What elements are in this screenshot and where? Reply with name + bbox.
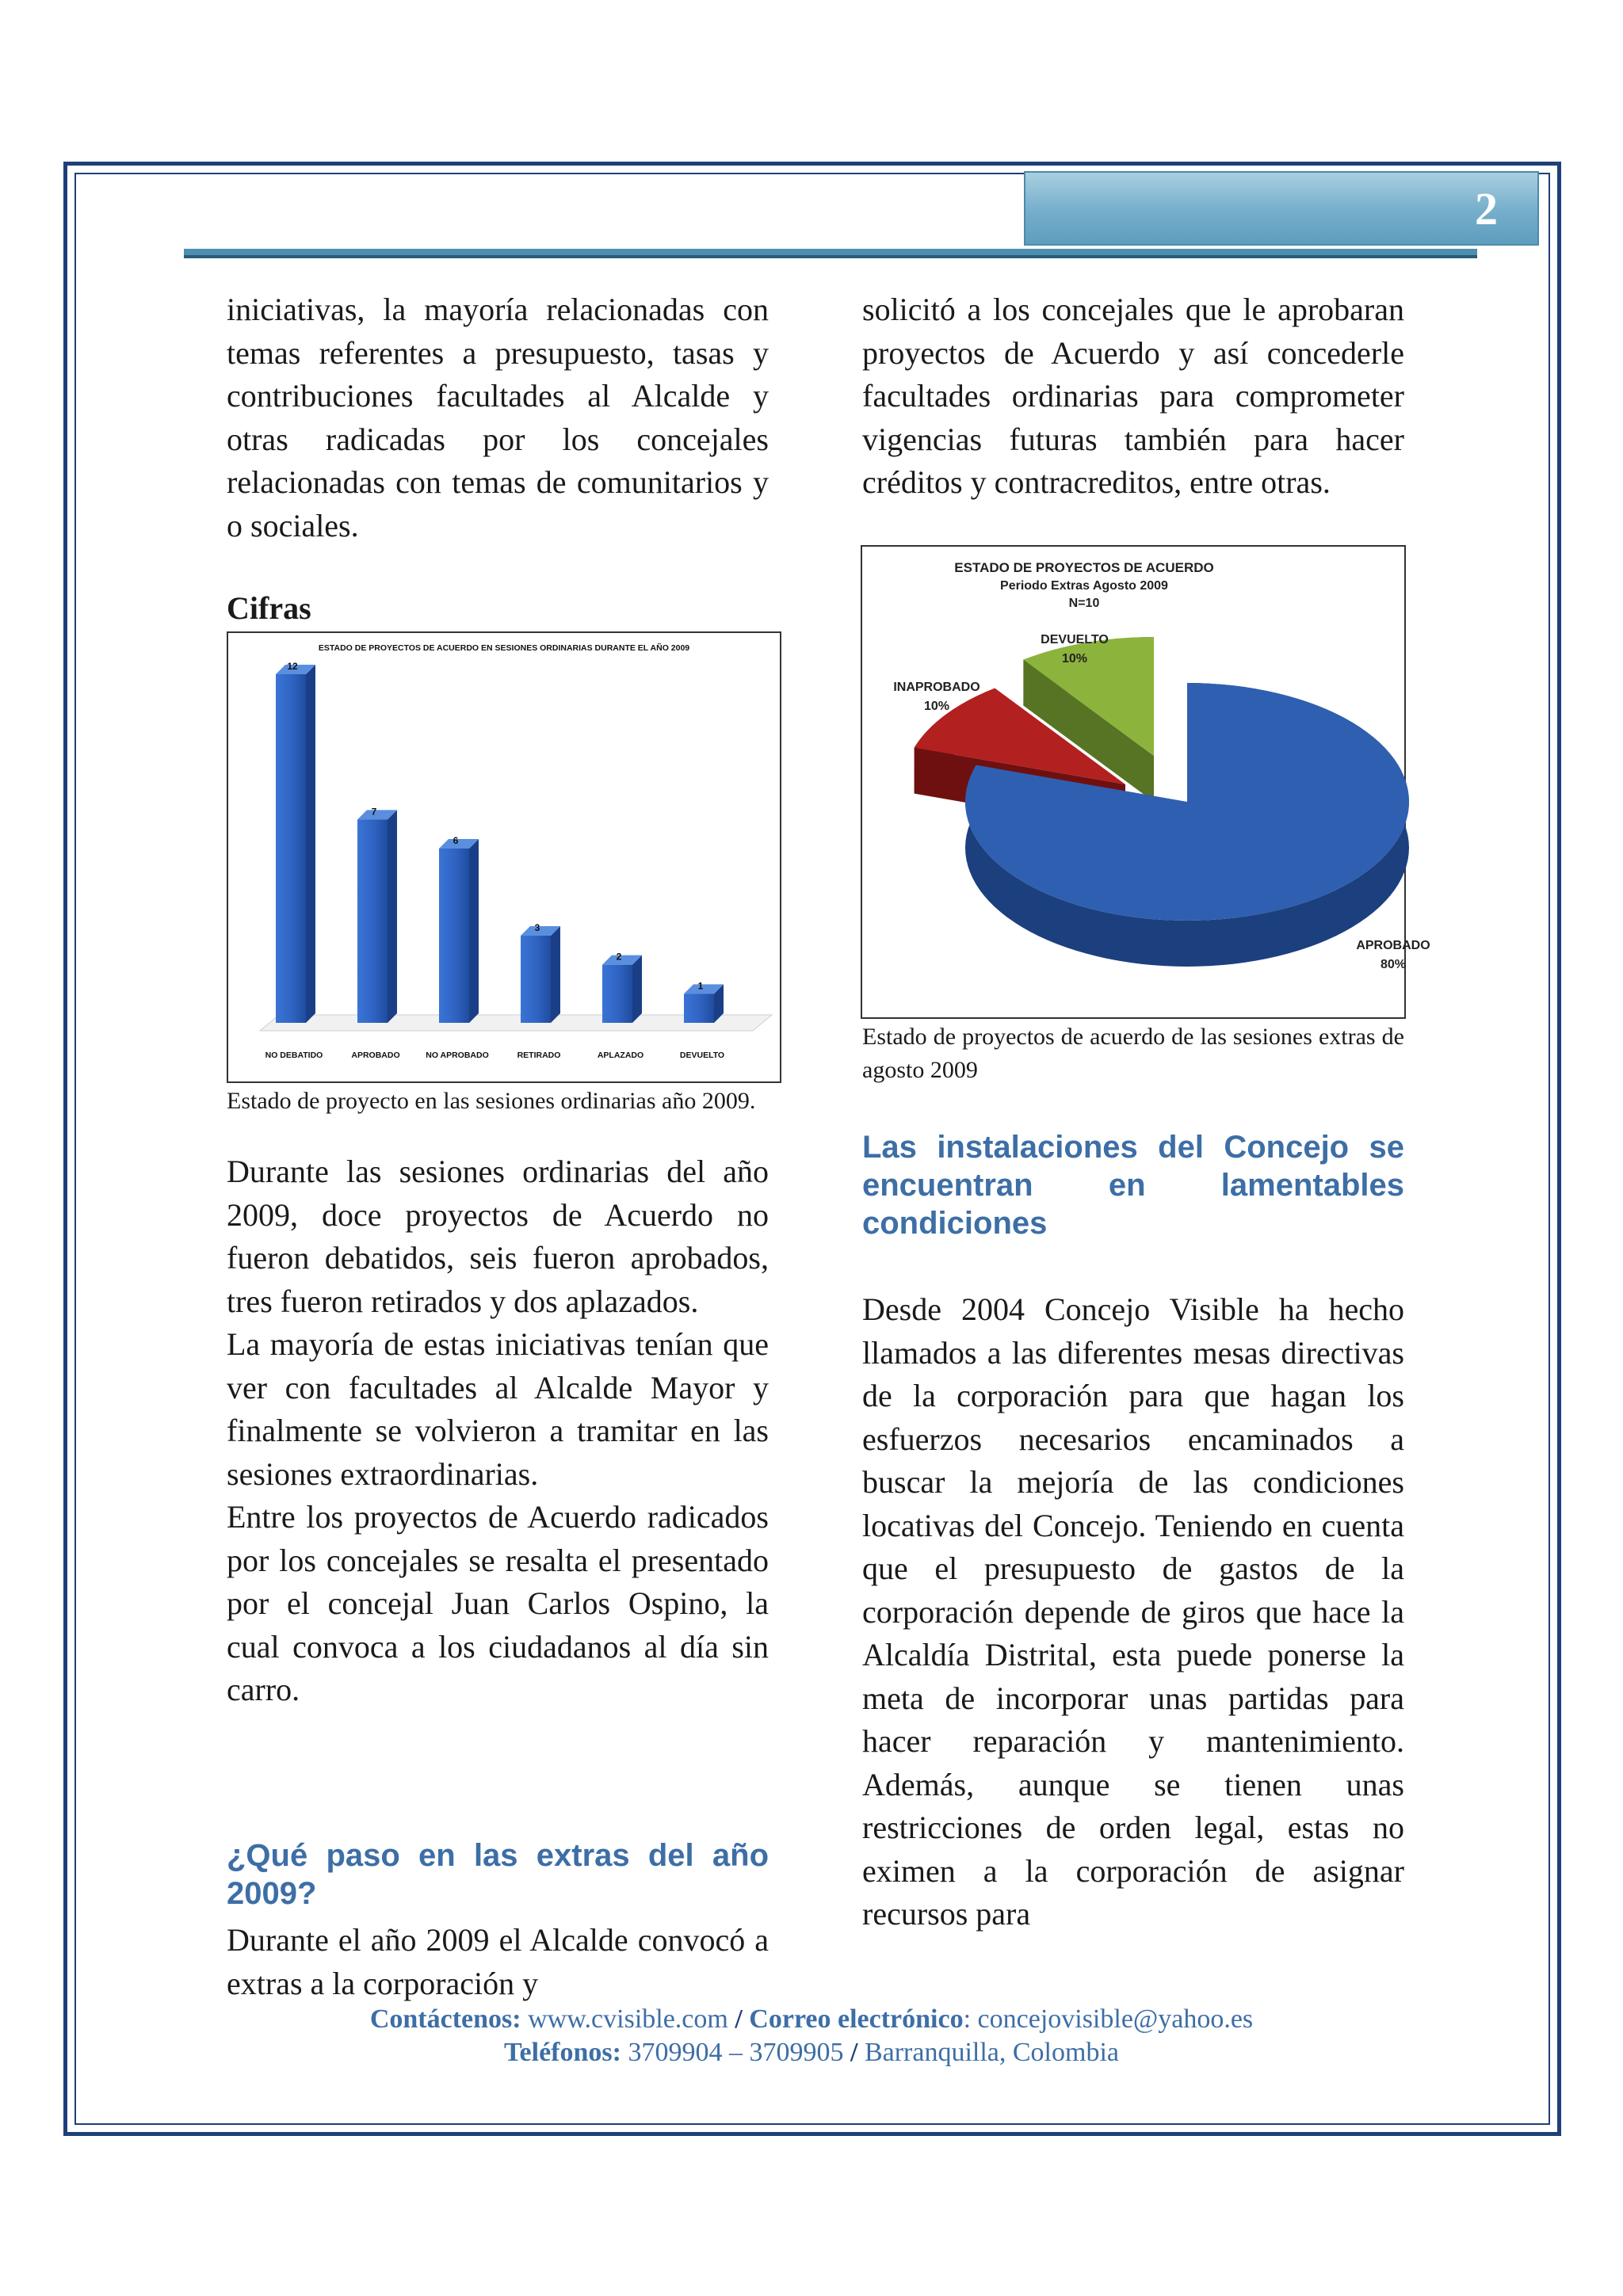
pie-slice-label-2: DEVUELTO <box>1041 633 1109 646</box>
pie-chart-title: ESTADO DE PROYECTOS DE ACUERDO <box>954 560 1214 575</box>
left-column-intro <box>227 288 769 547</box>
extras-text: Durante el año 2009 el Alcalde convocó a extras a la corporación y <box>227 1922 769 2001</box>
pie-chart-subtitle: Periodo Extras Agosto 2009 <box>1000 579 1168 593</box>
bar-chart-title: ESTADO DE PROYECTOS DE ACUERDO EN SESIONES ORDINARIAS DURANTE EL AÑO 2009 <box>318 643 690 653</box>
bar-chart <box>227 631 781 1083</box>
footer-contact-label: Contáctenos: <box>369 2004 521 2034</box>
paragraph-iniciativas: La mayoría de estas iniciativas tenían que ver con facultades al Alcalde Mayor y finalmente se volvieron a tramitar en las sesiones extraordinarias. <box>227 1326 769 1492</box>
bar-value-label-5: 1 <box>697 980 704 992</box>
pie-slice-value-2: 10% <box>1061 652 1088 666</box>
bar-side-0 <box>306 665 315 1023</box>
footer-city: Barranquilla, Colombia <box>864 2038 1119 2067</box>
paragraph-proyectos: Entre los proyectos de Acuerdo radicados por los concejales se resalta el presentado por el concejal Juan Carlos Ospino, la cual convoca a los ciudadanos al día sin carro. <box>227 1499 769 1707</box>
bar-chart-svg <box>228 633 780 1081</box>
bar-category-label-4: APLAZADO <box>597 1051 644 1060</box>
footer-separator: / <box>735 2004 743 2034</box>
bar-value-label-2: 6 <box>453 835 459 846</box>
bar-0 <box>276 674 306 1023</box>
pie-chart-caption: Estado de proyectos de acuerdo de las sesiones extras de agosto 2009 <box>862 1024 1404 1083</box>
header-rule <box>184 249 1477 258</box>
bar-value-label-1: 7 <box>371 806 377 818</box>
cifras-heading: Cifras <box>227 590 311 626</box>
footer-contact-line <box>0 2004 1623 2035</box>
pie-chart-svg <box>862 547 1430 1017</box>
footer-website-link[interactable]: www.cvisible.com <box>528 2004 728 2034</box>
bar-side-2 <box>469 839 479 1023</box>
bar-value-label-0: 12 <box>287 661 298 672</box>
footer-separator-2: / <box>850 2038 858 2067</box>
footer-email-label: Correo electrónico <box>749 2004 964 2034</box>
bar-2 <box>439 849 469 1023</box>
bar-1 <box>357 819 388 1023</box>
bar-5 <box>684 994 714 1023</box>
pie-chart <box>861 545 1430 1019</box>
page-number: 2 <box>1475 183 1498 235</box>
bar-category-label-2: NO APROBADO <box>426 1051 489 1060</box>
pie-chart-note: N=10 <box>1068 597 1100 610</box>
footer-phone-line <box>0 2038 1623 2068</box>
pie-slice-value-0: 80% <box>1380 958 1407 971</box>
left-intro-text: iniciativas, la mayoría relacionadas con temas referentes a presupuesto, tasas y contribuciones facultades al Alcalde y otras radicadas por los concejales relacionadas con temas de comunitarios y o sociales. <box>227 292 769 543</box>
footer-phones: 3709904 – 3709905 <box>628 2038 844 2067</box>
pie-slice-label-1: INAPROBADO <box>893 681 980 694</box>
pie-slice-value-1: 10% <box>923 700 950 713</box>
bar-4 <box>602 965 632 1023</box>
bar-3 <box>521 936 551 1023</box>
bar-value-label-4: 2 <box>616 951 622 963</box>
bar-side-4 <box>632 955 642 1023</box>
bar-category-label-0: NO DEBATIDO <box>265 1051 323 1060</box>
left-column-extras <box>227 1919 769 2005</box>
instalaciones-text: Desde 2004 Concejo Visible ha hecho llamados a las diferentes mesas directivas de la corporación para que hagan los esfuerzos necesarios encaminados a buscar la mejoría de las condiciones locativas del Concejo. Teniendo en cuenta que el presupuesto de gastos de la corporación depende de giros que hace la Alcaldía Distrital, esta puede ponerse la meta de incorporar unas partidas para hacer reparación y mantenimiento. Además, aunque se tienen unas restricciones de orden legal, estas no eximen a la corporación de asignar recursos para <box>862 1291 1404 1932</box>
extras-heading: ¿Qué paso en las extras del año 2009? <box>227 1838 769 1911</box>
footer-phones-label: Teléfonos: <box>504 2038 621 2067</box>
right-intro-text: solicitó a los concejales que le aprobaran proyectos de Acuerdo y así concederle facultades ordinarias para comprometer vigencias futuras también para hacer créditos y contracreditos, entre otras. <box>862 292 1404 500</box>
bar-category-label-5: DEVUELTO <box>679 1051 725 1060</box>
bar-chart-caption: Estado de proyecto en las sesiones ordinarias año 2009. <box>227 1088 756 1114</box>
bar-side-1 <box>388 810 397 1023</box>
instalaciones-heading: Las instalaciones del Concejo se encuentran en lamentables condiciones <box>862 1130 1404 1241</box>
left-column-body <box>227 1150 769 1712</box>
right-column-body <box>862 1288 1404 1936</box>
right-column-intro <box>862 288 1404 505</box>
paragraph-ordinarias: Durante las sesiones ordinarias del año 2009, doce proyectos de Acuerdo no fueron debatidos, seis fueron aprobados, tres fueron retirados y dos aplazados. <box>227 1154 769 1319</box>
footer-email-link[interactable]: : concejovisible@yahoo.es <box>963 2004 1254 2034</box>
bar-side-3 <box>551 926 560 1023</box>
bar-category-label-1: APROBADO <box>351 1051 400 1060</box>
bar-category-label-3: RETIRADO <box>517 1051 561 1060</box>
page-number-tab <box>1024 171 1539 246</box>
pie-slice-label-0: APROBADO <box>1356 939 1430 952</box>
bar-value-label-3: 3 <box>534 922 540 933</box>
